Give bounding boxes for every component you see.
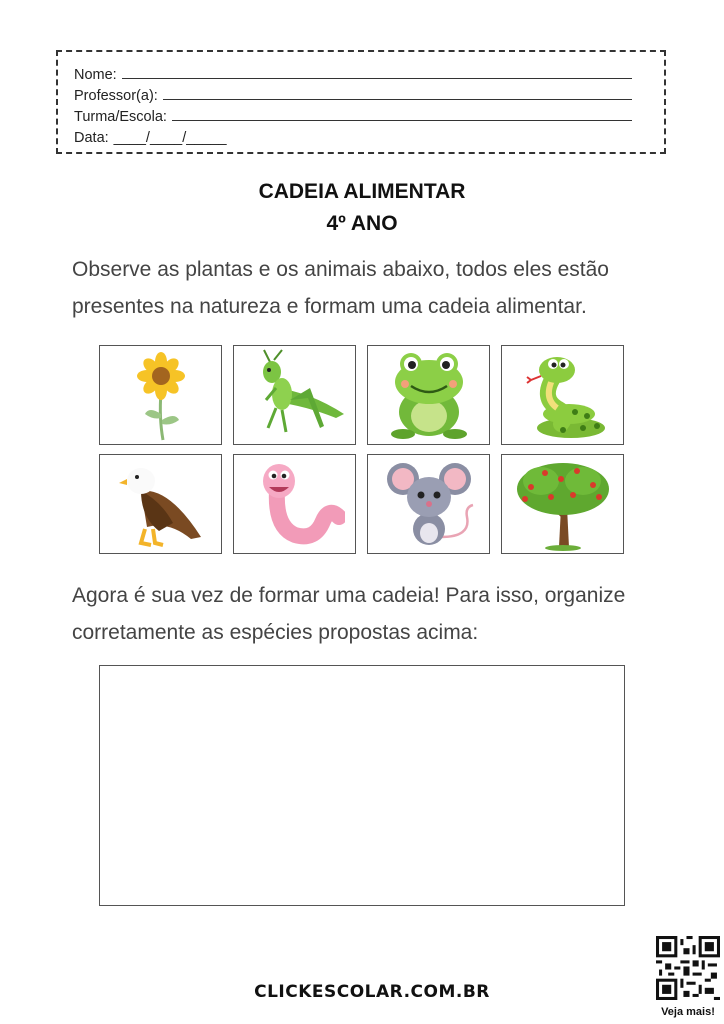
snake-icon: [513, 348, 613, 442]
eagle-icon: [111, 457, 211, 551]
page-title: CADEIA ALIMENTAR: [258, 180, 466, 203]
card-snake: [501, 345, 624, 445]
teacher-line[interactable]: [163, 99, 632, 100]
teacher-label: Professor(a):: [74, 88, 158, 104]
card-grasshopper: [233, 345, 356, 445]
teacher-row: [74, 83, 632, 104]
name-line[interactable]: [122, 78, 632, 79]
date-blank[interactable]: ____/____/_____: [113, 130, 227, 146]
grasshopper-icon: [240, 348, 350, 442]
card-worm: [233, 454, 356, 554]
instruction-line-1: Agora é sua vez de formar uma cadeia! Para isso, organize: [72, 584, 626, 607]
card-eagle: [99, 454, 222, 554]
site-footer: CLICKESCOLAR.COM.BR: [254, 982, 490, 1002]
student-info-box: [56, 50, 666, 154]
intro-line-1: Observe as plantas e os animais abaixo, todos eles estão: [72, 258, 609, 281]
page-subtitle: 4º ANO: [326, 212, 398, 235]
class-school-row: [74, 104, 632, 125]
qr-caption: Veja mais!: [661, 1006, 715, 1018]
name-label: Nome:: [74, 67, 117, 83]
name-row: [74, 62, 632, 83]
frog-icon: [379, 348, 479, 442]
sunflower-icon: [111, 348, 211, 442]
intro-line-2: presentes na natureza e formam uma cadeia alimentar.: [72, 295, 587, 318]
card-sunflower: [99, 345, 222, 445]
class-school-label: Turma/Escola:: [74, 109, 167, 125]
intro-text: [72, 251, 672, 325]
answer-box[interactable]: [99, 665, 625, 906]
card-frog: [367, 345, 490, 445]
worm-icon: [245, 457, 345, 551]
card-tree: [501, 454, 624, 554]
date-row: [74, 125, 632, 146]
instruction-text: [72, 577, 672, 651]
card-mouse: [367, 454, 490, 554]
tree-icon: [511, 457, 615, 551]
instruction-line-2: corretamente as espécies propostas acima:: [72, 621, 479, 644]
qr-code-icon[interactable]: [656, 936, 720, 1000]
date-label: Data:: [74, 130, 109, 146]
class-school-line[interactable]: [172, 120, 632, 121]
mouse-icon: [379, 457, 479, 551]
